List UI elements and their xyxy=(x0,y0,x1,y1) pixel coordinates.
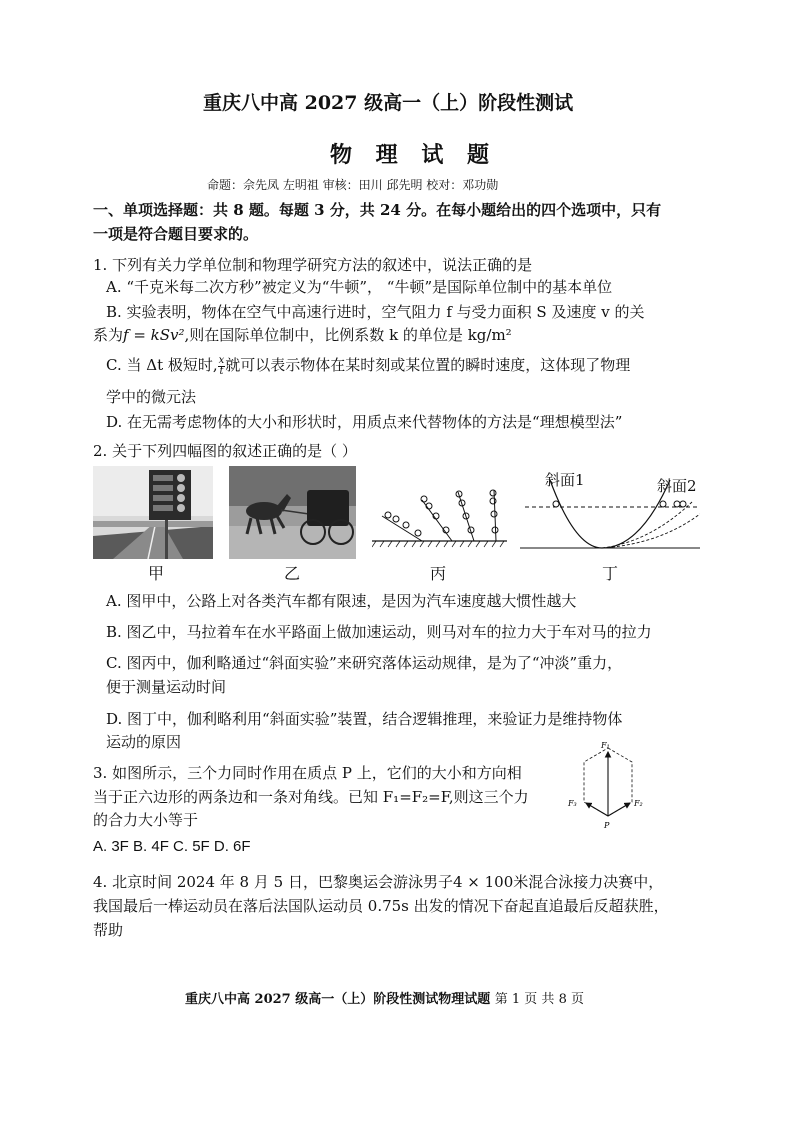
q1-b2-formula: f = kSv² xyxy=(123,326,185,344)
q4-line1-post: 米混合泳接力决赛中， xyxy=(513,873,664,891)
exam-title: 重庆八中高 2027 级高一（上）阶段性测试 xyxy=(203,92,574,114)
exam-credits: 命题：佘先凤 左明祖 审核：田川 邱先明 校对：邓功勋 xyxy=(207,178,499,192)
q1-c1-frac-den: t xyxy=(219,365,224,377)
q1-b2-pre: 系为 xyxy=(93,326,124,344)
page-footer xyxy=(185,988,584,1007)
figure-label-jia: 甲 xyxy=(148,564,165,583)
q1-option-b-line2 xyxy=(93,324,512,345)
q1-option-a: A. “千克米每二次方秒”被定义为“牛顿”， “牛顿”是国际单位制中的基本单位 xyxy=(106,278,613,296)
q3-line2: 当于正六边形的两条边和一条对角线。已知 F₁=F₂=F,则这三个力 xyxy=(93,788,529,806)
section-heading-line2: 一项是符合题目要求的。 xyxy=(93,225,259,243)
q4-line1-formula: 4 × 100 xyxy=(452,873,514,891)
figure-jia-photo xyxy=(93,466,213,559)
q3-fig-f2-label: F₂ xyxy=(634,799,643,808)
q3-fig-f1-label: F₁ xyxy=(601,741,610,750)
q2-option-c-line2: 便于测量运动时间 xyxy=(106,678,227,696)
q1-option-c-line2: 学中的微元法 xyxy=(106,388,197,406)
q1-c1-post: 就可以表示物体在某时刻或某位置的瞬时速度，这体现了物理 xyxy=(225,356,631,374)
q2-option-c-line1: C. 图丙中，伽利略通过“斜面实验”来研究落体运动规律，是为了“冲淡”重力， xyxy=(106,654,623,672)
q1-option-c-line1 xyxy=(106,354,630,377)
footer-text: 重庆八中高 2027 级高一（上）阶段性测试物理试题 xyxy=(185,992,491,1007)
q3-line3: 的合力大小等于 xyxy=(93,811,199,829)
q2-option-a: A. 图甲中，公路上对各类汽车都有限速，是因为汽车速度越大惯性越大 xyxy=(106,592,577,610)
q4-line2: 我国最后一棒运动员在落后法国队运动员 0.75s 出发的情况下奋起直追最后反超获胜， xyxy=(93,897,669,915)
figure-yi-photo xyxy=(229,466,356,559)
q1-option-d: D. 在无需考虑物体的大小和形状时，用质点来代替物体的方法是“理想模型法” xyxy=(106,413,623,431)
q2-option-b: B. 图乙中，马拉着车在水平路面上做加速运动，则马对车的拉力大于车对马的拉力 xyxy=(106,623,652,641)
q3-options: A. 3F B. 4F C. 5F D. 6F xyxy=(93,838,251,855)
figure-ding-slope1: 斜面1 xyxy=(545,471,585,489)
q3-fig-p-label: P xyxy=(604,821,610,830)
q1-b2-post: ,则在国际单位制中，比例系数 k 的单位是 kg/m² xyxy=(184,326,512,344)
section-heading-line1: 一、单项选择题：共 8 题。每题 3 分，共 24 分。在每小题给出的四个选项中，只有 xyxy=(93,201,662,219)
q4-line3: 帮助 xyxy=(93,921,124,939)
figure-bing-diagram xyxy=(372,486,507,548)
footer-page-number: 第 1 页 共 8 页 xyxy=(494,992,584,1007)
q1-stem: 1. 下列有关力学单位制和物理学研究方法的叙述中，说法正确的是 xyxy=(93,256,533,274)
q3-fig-f3-label: F₃ xyxy=(568,799,577,808)
figure-label-bing: 丙 xyxy=(430,564,447,583)
q2-option-d-line2: 运动的原因 xyxy=(106,733,182,751)
exam-subtitle: 物 理 试 题 xyxy=(330,142,497,168)
q1-c1-pre: C. 当 Δt 极短时, xyxy=(106,356,218,374)
q3-hexagon-force-diagram xyxy=(565,740,655,836)
figure-ding-slope2: 斜面2 xyxy=(657,477,697,495)
q2-stem: 2. 关于下列四幅图的叙述正确的是（ ） xyxy=(93,442,357,460)
q4-line1 xyxy=(93,869,663,895)
q1-c1-frac-num: x xyxy=(218,354,225,366)
q2-option-d-line1: D. 图丁中，伽利略利用“斜面实验”装置，结合逻辑推理，来验证力是维持物体 xyxy=(106,710,623,728)
figure-label-ding: 丁 xyxy=(602,564,619,583)
q3-line1: 3. 如图所示，三个力同时作用在质点 P 上，它们的大小和方向相 xyxy=(93,764,522,782)
q1-option-b-line1: B. 实验表明，物体在空气中高速行进时，空气阻力 f 与受力面积 S 及速度 v 的关 xyxy=(106,303,645,321)
q4-line1-pre: 4. 北京时间 2024 年 8 月 5 日，巴黎奥运会游泳男子 xyxy=(93,873,453,891)
figure-label-yi: 乙 xyxy=(284,564,301,583)
